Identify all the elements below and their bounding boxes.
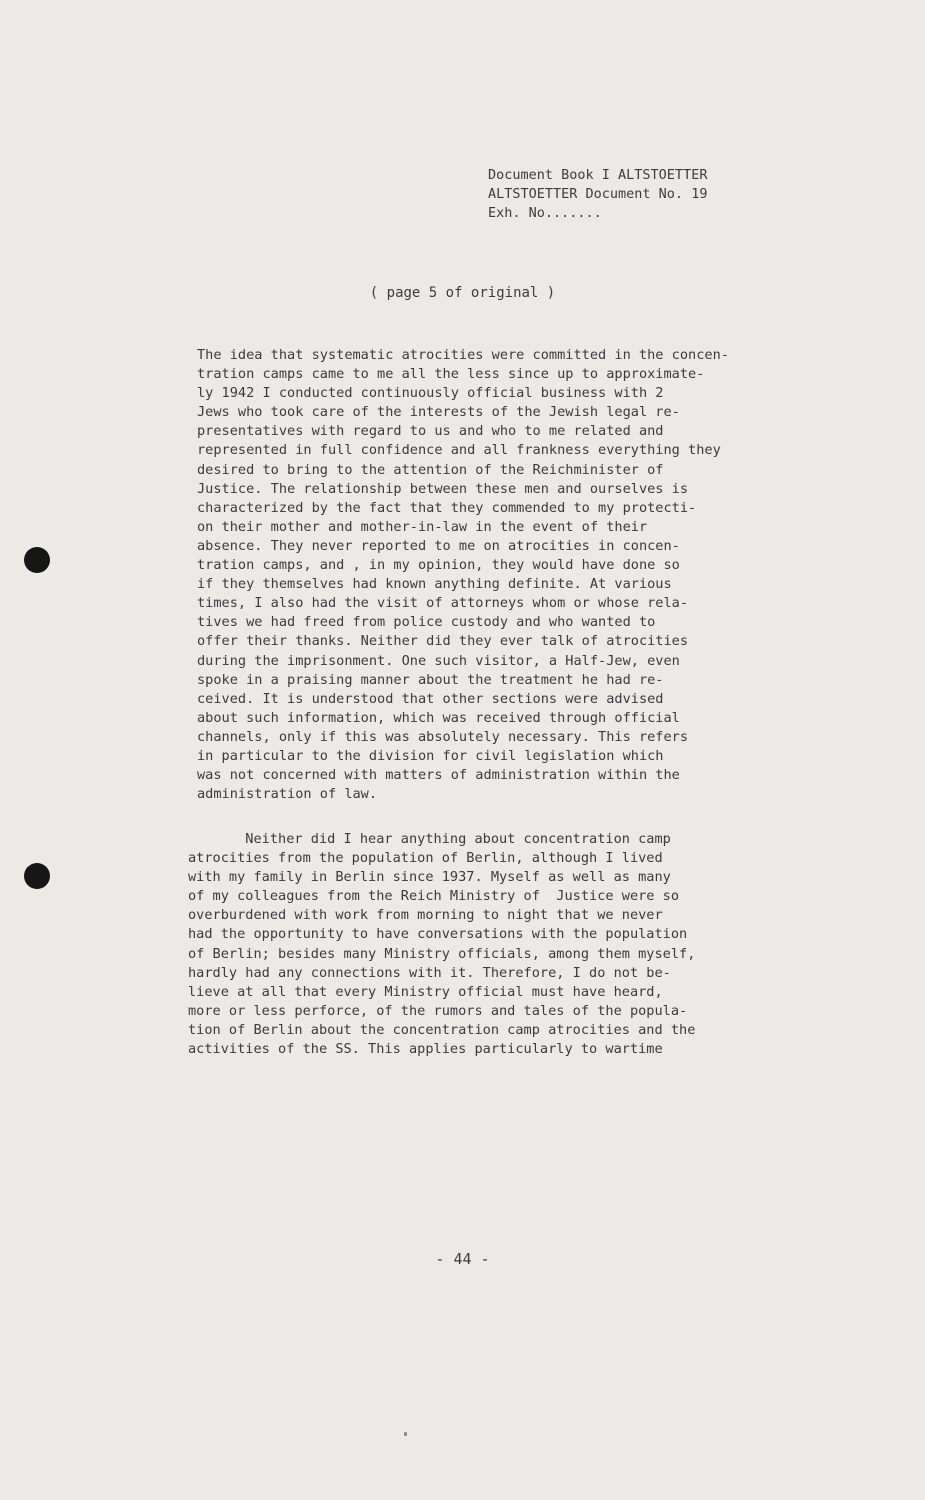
page-number: - 44 - — [435, 1250, 490, 1268]
text-line: absence. They never reported to me on atrocities in concen- — [197, 537, 680, 554]
text-line: in particular to the division for civil legislation which — [197, 747, 664, 764]
text-line: on their mother and mother-in-law in the event of their — [197, 518, 648, 535]
text-line: characterized by the fact that they commended to my protecti- — [197, 499, 697, 516]
text-line: during the imprisonment. One such visitor, a Half-Jew, even — [197, 652, 680, 669]
text-line: tives we had freed from police custody and who wanted to — [197, 614, 656, 631]
text-line: overburdened with work from morning to night that we never — [188, 907, 663, 924]
text-line: administration of law. — [197, 786, 378, 803]
text-line: hardly had any connections with it. Therefore, I do not be- — [188, 964, 671, 981]
body-paragraph-2 — [188, 830, 828, 1059]
text-line: had the opportunity to have conversations with the population — [188, 926, 688, 943]
text-line: desired to bring to the attention of the Reichminister of — [197, 461, 664, 478]
text-line: times, I also had the visit of attorneys whom or whose rela- — [197, 595, 689, 612]
text-line: about such information, which was received through official — [197, 709, 680, 726]
punch-hole — [24, 863, 50, 889]
paper-speck — [404, 1432, 407, 1436]
text-line: Jews who took care of the interests of the Jewish legal re- — [197, 404, 680, 421]
document-header — [488, 166, 707, 223]
text-line: if they themselves had known anything definite. At various — [197, 576, 672, 593]
text-line: was not concerned with matters of administration within the — [197, 767, 680, 784]
text-line: represented in full confidence and all frankness everything they — [197, 442, 721, 459]
document-number-line: ALTSTOETTER Document No. 19 — [488, 186, 708, 202]
document-book-line: Document Book I ALTSTOETTER — [488, 167, 708, 183]
text-line: tration camps came to me all the less since up to approximate- — [197, 366, 705, 383]
text-line: channels, only if this was absolutely necessary. This refers — [197, 728, 689, 745]
page-reference: ( page 5 of original ) — [369, 285, 556, 301]
exhibit-number-line: Exh. No....... — [488, 205, 602, 221]
text-line: The idea that systematic atrocities were committed in the concen- — [197, 347, 729, 363]
text-line: of Berlin; besides many Ministry officials, among them myself, — [188, 945, 696, 962]
text-line: tion of Berlin about the concentration camp atrocities and the — [188, 1021, 696, 1038]
text-line: atrocities from the population of Berlin, although I lived — [188, 850, 663, 867]
text-line: lieve at all that every Ministry official must have heard, — [188, 983, 663, 1000]
text-line: spoke in a praising manner about the treatment he had re- — [197, 671, 664, 688]
text-line: ceived. It is understood that other sections were advised — [197, 690, 664, 707]
text-line: Justice. The relationship between these men and ourselves is — [197, 480, 689, 497]
text-line: more or less perforce, of the rumors and tales of the popula- — [188, 1002, 688, 1019]
text-line: presentatives with regard to us and who to me related and — [197, 423, 664, 440]
punch-hole — [24, 547, 50, 573]
text-line: tration camps, and , in my opinion, they would have done so — [197, 557, 680, 574]
text-line: Neither did I hear anything about concentration camp — [188, 831, 671, 847]
text-line: offer their thanks. Neither did they ever talk of atrocities — [197, 633, 689, 650]
body-paragraph-1 — [197, 346, 827, 804]
text-line: with my family in Berlin since 1937. Myself as well as many — [188, 869, 671, 886]
text-line: of my colleagues from the Reich Ministry of Justice were so — [188, 888, 680, 905]
text-line: ly 1942 I conducted continuously official business with 2 — [197, 385, 664, 402]
text-line: activities of the SS. This applies particularly to wartime — [188, 1041, 663, 1058]
